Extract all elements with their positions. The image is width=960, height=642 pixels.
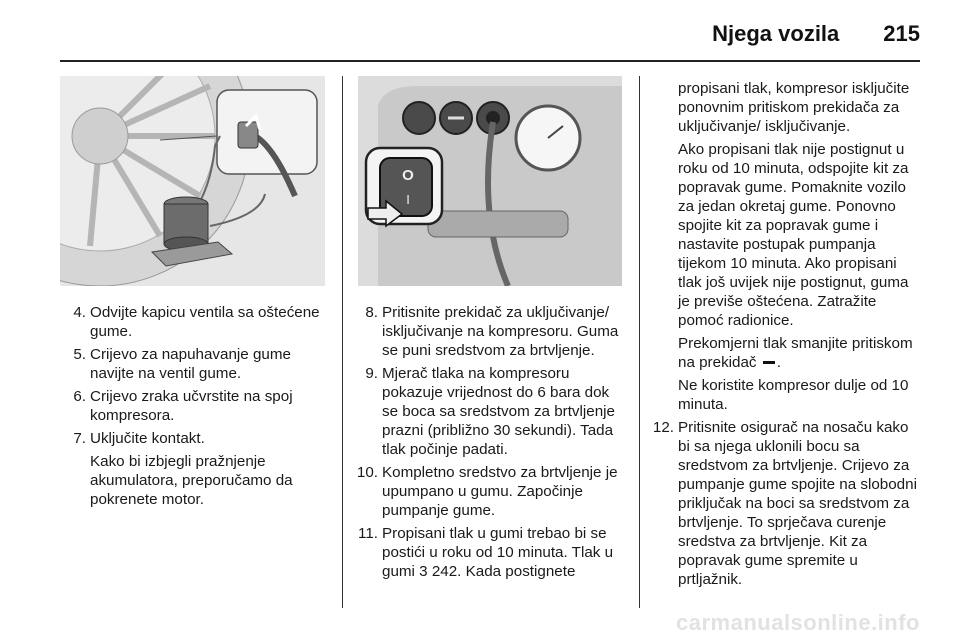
list-item: 6. Crijevo zraka učvrstite na spoj kompresora. (73, 388, 293, 424)
page-ref-link[interactable]: 242. Kada postignete (431, 563, 576, 580)
list-item: 11. Propisani tlak u gumi trebao bi se postići u roku od 10 minuta. Tlak u gumi 3 242. Kada postignete (358, 525, 614, 580)
compressor-switch-drawing (358, 76, 622, 286)
column-2 (356, 303, 626, 585)
list-item: 9. Mjerač tlaka na kompresoru pokazuje vrijednost do 6 bara dok se boca sa sredstvom za brtvljenje prazni (približno 30 sekundi). Tada tlak počinje padati. (365, 365, 615, 458)
list-item: 4. Odvijte kapicu ventila sa oštećene gume. (73, 304, 320, 340)
paragraph: Ne koristite kompresor dulje od 10 minuta. (678, 377, 909, 413)
list-item: 5. Crijevo za napuhavanje gume navijte na ventil gume. (73, 346, 291, 382)
page-number: 215 (883, 21, 920, 46)
column-divider (342, 76, 343, 608)
paragraph: Ako propisani tlak nije postignut u roku od 10 minuta, odspojite kit za popravak gume. Pomaknite vozilo za jedan okretaj gume. Ponovno spojite kit za popravak gume i nastavite postupak pumpanja tijekom 10 minuta. Ako propisani tlak još uvijek nije postignut, guma je previše oštećena. Zatražite pomoć radionice. (678, 141, 909, 329)
switch-off-label: O (402, 167, 414, 184)
switch-on-label: I (406, 192, 410, 207)
list-item: 8. Pritisnite prekidač za uključivanje/ isključivanje na kompresoru. Guma se puni sredstvom za brtvljenje. (365, 304, 619, 359)
column-3 (652, 79, 924, 593)
page-header (712, 14, 920, 54)
steps-list-1 (64, 303, 330, 509)
paragraph: Prekomjerni tlak smanjite pritiskom na prekidač . (678, 335, 913, 371)
header-rule (60, 60, 920, 62)
list-item: 10. Kompletno sredstvo za brtvljenje je upumpano u gumu. Započinje pumpanje gume. (356, 464, 618, 519)
column-divider (639, 76, 640, 608)
list-item: 7. Uključite kontakt. Kako bi izbjegli pražnjenje akumulatora, preporučamo da pokrenete motor. (64, 429, 330, 509)
tyre-compressor-drawing (60, 76, 325, 286)
steps-list-2 (356, 303, 626, 581)
illustration-tyre-compressor (60, 76, 325, 286)
watermark: carmanualsonline.info (676, 610, 920, 635)
column-1 (64, 303, 330, 513)
minus-switch-icon (763, 361, 775, 364)
continuation-text: propisani tlak, kompresor isključite ponovnim pritiskom prekidača za uključivanje/ isključivanje. (678, 80, 910, 135)
page-ref-arrow-icon: 3 (419, 563, 428, 580)
note-text: Kako bi izbjegli pražnjenje akumulatora, preporučamo da pokrenete motor. (90, 453, 293, 508)
list-item: 12. Pritisnite osigurač na nosaču kako bi sa njega uklonili bocu sa sredstvom za brtvljenje. Crijevo za pumpanje gume spojite na slobodni priključak na boci sa sredstvom za brtvljenje. To sprječava curenje sredstva za brtvljenje. Kit za popravak gume spremite u prtljažnik. (652, 419, 917, 588)
illustration-compressor-switch (358, 76, 622, 286)
steps-list-3 (652, 418, 924, 589)
section-title: Njega vozila (712, 21, 840, 46)
